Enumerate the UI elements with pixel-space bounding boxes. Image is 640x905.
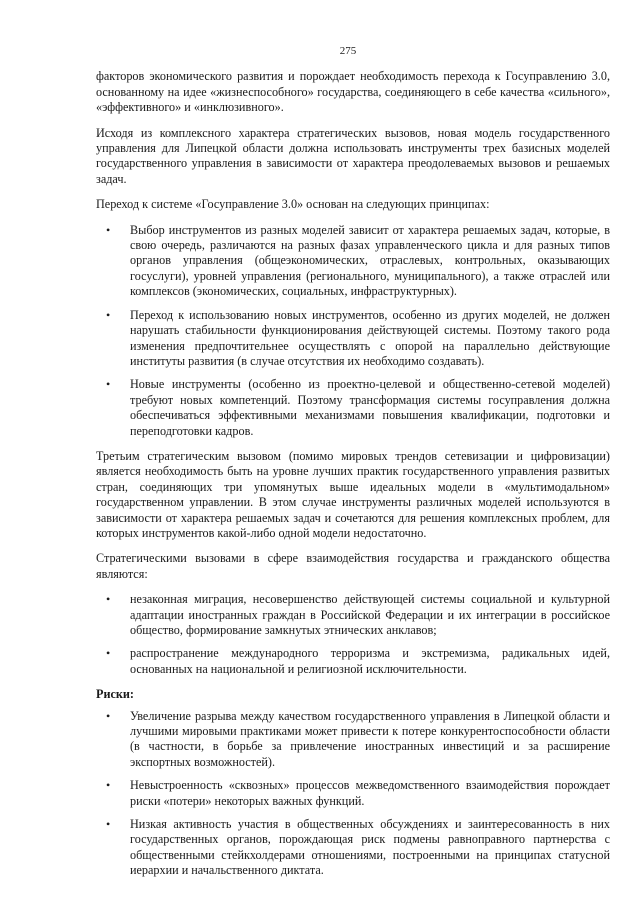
- bullet-icon: •: [106, 817, 111, 832]
- bullet-icon: •: [106, 708, 111, 723]
- list-item: [106, 377, 610, 439]
- list-item-text: Увеличение разрыва между качеством государственного управления в Липецкой области и лучшими мировыми практиками может привести к потере конкурентоспособности области (в частности, в борьбе за привлечение иностранных инвестиций и за расширение экспортных возможностей).: [130, 708, 610, 769]
- list-item: [106, 709, 610, 771]
- list-item: [106, 778, 610, 809]
- list-item-text: незаконная миграция, несовершенство действующей системы социальной и культурной адаптации иностранных граждан в Российской Федерации и их интеграции в российское общество, формирование замкнутых этнических анклавов;: [130, 592, 610, 637]
- bullet-icon: •: [106, 592, 111, 607]
- list-item-text: Новые инструменты (особенно из проектно-целевой и общественно-сетевой моделей) требуют новых компетенций. Поэтому трансформация системы госуправления должна обеспечиваться эффективными механизмами повышения квалификации, подготовки и переподготовки кадров.: [130, 377, 610, 438]
- list-item: [106, 592, 610, 638]
- list-item-text: Переход к использованию новых инструментов, особенно из других моделей, не должен нарушать стабильности функционирования действующей системы. Поэтому такого рода изменения предпочтительнее осуществлять с опорой на параллельно действующие институты развития (в случае отсутствия их необходимо создавать).: [130, 307, 610, 368]
- paragraph-third-challenge: Третьим стратегическим вызовом (помимо мировых трендов сетевизации и цифровизации) является необходимость быть на уровне лучших практик государственного управления развитых стран, соединяющих три упомянутых выше идеальных модели в «мультимодальном» государственном управлении. В этом случае инструменты различных моделей используются в зависимости от характера решаемых задач и сочетаются для решения комплексных проблем, для которых инструментов какой-либо одной модели недостаточно.: [96, 448, 610, 540]
- risks-list: [96, 709, 610, 879]
- list-item: [106, 646, 610, 677]
- list-item: [106, 308, 610, 370]
- list-item: [106, 223, 610, 300]
- bullet-icon: •: [106, 778, 111, 793]
- list-item: [106, 817, 610, 879]
- page-number: 275: [339, 45, 357, 57]
- paragraph-new-model: Исходя из комплексного характера стратегических вызовов, новая модель государственного управления для Липецкой области должна использовать инструменты трех базисных моделей государственного управления в зависимости от характера преодолеваемых вызовов и решаемых задач.: [96, 125, 610, 186]
- paragraph-civil-society-intro: Стратегическими вызовами в сфере взаимодействия государства и гражданского общества являются:: [96, 551, 610, 581]
- bullet-icon: •: [106, 377, 111, 392]
- bullet-icon: •: [106, 646, 111, 661]
- list-item-text: Невыстроенность «сквозных» процессов межведомственного взаимодействия порождает риски «потери» некоторых важных функций.: [130, 778, 610, 808]
- challenges-list: [96, 592, 610, 677]
- bullet-icon: •: [106, 222, 111, 237]
- principles-list: [96, 223, 610, 439]
- bullet-icon: •: [106, 307, 111, 322]
- paragraph-continuation: факторов экономического развития и порождает необходимость перехода к Госуправлению 3.0, основанному на идее «жизнеспособного» государства, соединяющего в себе качества «сильного», «эффективного» и «инклюзивного».: [96, 69, 610, 115]
- risks-heading: Риски:: [96, 687, 134, 702]
- list-item-text: распространение международного терроризма и экстремизма, радикальных идей, основанных на национальной и религиозной исключительности.: [130, 646, 610, 676]
- list-item-text: Низкая активность участия в общественных обсуждениях и заинтересованность в них государственных органов, порождающая риск подмены равноправного партнерства с общественными стейкхолдерами отношениями, построенными на принципах статусной иерархии и начальственного диктата.: [130, 817, 610, 878]
- paragraph-principles-intro: Переход к системе «Госуправление 3.0» основан на следующих принципах:: [96, 197, 490, 212]
- list-item-text: Выбор инструментов из разных моделей зависит от характера решаемых задач, которые, в свою очередь, различаются на разных фазах управленческого цикла и для разных типов органов управления (общеэкономических, отраслевых, контрольных, оказывающих госуслуги), уровней управления (регионального, муниципального), а также отраслей или комплексов (экономических, социальных, инфраструктурных).: [130, 222, 610, 299]
